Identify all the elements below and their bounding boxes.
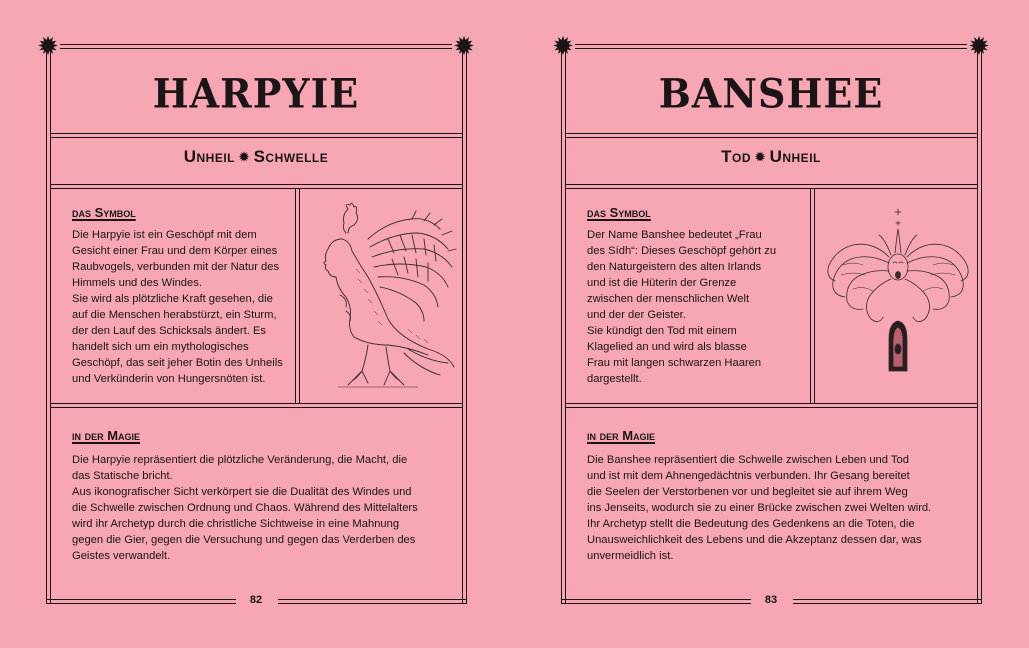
keyword: Unheil bbox=[183, 147, 236, 166]
page-number bbox=[561, 594, 981, 606]
top-rule-2 bbox=[60, 48, 452, 49]
sunburst-icon: ✹ bbox=[552, 32, 574, 62]
title-rule-2 bbox=[50, 137, 462, 138]
symbol-line: auf die Menschen herabstürzt, ein Sturm, bbox=[72, 309, 277, 321]
banshee-illustration bbox=[823, 205, 973, 373]
sunburst-bullet-icon: ✹ bbox=[239, 150, 250, 164]
magic-text bbox=[587, 452, 957, 564]
section-rule-2 bbox=[565, 407, 977, 408]
frame-right-outer bbox=[466, 41, 467, 603]
symbol-line: Sie kündigt den Tod mit einem bbox=[587, 325, 737, 337]
subtitle-rule-1 bbox=[565, 184, 977, 185]
frame-right-inner bbox=[462, 41, 463, 603]
frame-left-outer bbox=[561, 41, 562, 603]
column-rule-1 bbox=[295, 188, 296, 403]
subtitle-rule-1 bbox=[50, 184, 462, 185]
symbol-text bbox=[72, 227, 294, 387]
symbol-line: handelt sich um ein mythologisches bbox=[72, 341, 249, 353]
section-rule-1 bbox=[565, 403, 977, 404]
title-rule-2 bbox=[565, 137, 977, 138]
keyword: Unheil bbox=[769, 147, 821, 166]
frame-right-inner bbox=[977, 41, 978, 603]
title-rule-1 bbox=[50, 133, 462, 134]
section-rule-1 bbox=[50, 403, 462, 404]
magic-line: Ihr Archetyp stellt die Bedeutung des Gedenkens an die Toten, die bbox=[587, 518, 915, 530]
symbol-line: Raubvogels, verbunden mit der Natur des bbox=[72, 261, 280, 273]
title-rule-1 bbox=[565, 133, 977, 134]
magic-line: und ist mit dem Ahnengedächtnis verbunden. Ihr Gesang bereitet bbox=[587, 470, 910, 482]
page-number bbox=[46, 594, 466, 606]
page-number-label: 83 bbox=[757, 594, 785, 606]
symbol-line: Klagelied an und wird als blasse bbox=[587, 341, 747, 353]
magic-line: Aus ikonografischer Sicht verkörpert sie die Dualität des Windes und bbox=[72, 486, 412, 498]
symbol-line: und der der Geister. bbox=[587, 309, 686, 321]
symbol-line: Gesicht einer Frau und dem Körper eines bbox=[72, 245, 278, 257]
page-number-label: 82 bbox=[242, 594, 270, 606]
magic-line: Unausweichlichkeit des Lebens und die Akzeptanz dessen dar, was bbox=[587, 534, 922, 546]
sunburst-bullet-icon: ✹ bbox=[755, 150, 766, 164]
magic-line: ins Jenseits, wodurch sie zu einer Brücke zwischen zwei Welten wird. bbox=[587, 502, 932, 514]
symbol-text bbox=[587, 227, 809, 387]
magic-line: die Seelen der Verstorbenen vor und begleitet sie auf ihrem Weg bbox=[587, 486, 908, 498]
keyword: Schwelle bbox=[253, 147, 329, 166]
keywords bbox=[46, 147, 466, 167]
page-title: BANSHEE bbox=[658, 69, 884, 118]
symbol-line: Die Harpyie ist ein Geschöpf mit dem bbox=[72, 229, 257, 241]
symbol-line: und Verkünderin von Hungersnöten ist. bbox=[72, 373, 266, 385]
column-rule-1 bbox=[810, 188, 811, 403]
harpy-illustration bbox=[308, 199, 458, 391]
keyword: Tod bbox=[721, 147, 752, 166]
magic-line: Geistes verwandelt. bbox=[72, 550, 171, 562]
frame-right-outer bbox=[981, 41, 982, 603]
symbol-line: zwischen der menschlichen Welt bbox=[587, 293, 750, 305]
subtitle-rule-2 bbox=[565, 188, 977, 189]
column-rule-2 bbox=[299, 188, 300, 403]
left-page bbox=[37, 32, 475, 606]
symbol-line: den Naturgeistern des alten Irlands bbox=[587, 261, 762, 273]
frame-left-outer bbox=[46, 41, 47, 603]
section-rule-2 bbox=[50, 407, 462, 408]
magic-line: Die Harpyie repräsentiert die plötzliche Veränderung, die Macht, die bbox=[72, 454, 408, 466]
sunburst-icon: ✹ bbox=[37, 32, 59, 62]
frame-left-inner bbox=[50, 41, 51, 603]
right-page bbox=[552, 32, 990, 606]
symbol-line: der den Lauf des Schicksals ändert. Es bbox=[72, 325, 267, 337]
frame-left-inner bbox=[565, 41, 566, 603]
sunburst-icon: ✹ bbox=[968, 32, 990, 62]
magic-line: wird ihr Archetyp durch die christliche Sichtweise in eine Mahnung bbox=[72, 518, 400, 530]
symbol-line: und ist die Hüterin der Grenze bbox=[587, 277, 737, 289]
symbol-line: Geschöpf, das seit jeher Botin des Unheils bbox=[72, 357, 283, 369]
symbol-line: dargestellt. bbox=[587, 373, 642, 385]
symbol-line: des Sídh“: Dieses Geschöpf gehört zu bbox=[587, 245, 777, 257]
magic-line: gegen die Gier, gegen die Versuchung und gegen das Verderben des bbox=[72, 534, 416, 546]
magic-line: die Schwelle zwischen Ordnung und Chaos. Während des Mittelalters bbox=[72, 502, 418, 514]
symbol-line: Himmels und des Windes. bbox=[72, 277, 202, 289]
magic-line: das Statische bricht. bbox=[72, 470, 173, 482]
top-rule-2 bbox=[575, 48, 967, 49]
top-rule-1 bbox=[575, 44, 967, 45]
magic-text bbox=[72, 452, 442, 564]
magic-line: unvermeidlich ist. bbox=[587, 550, 674, 562]
subtitle-rule-2 bbox=[50, 188, 462, 189]
magic-heading: in der Magie bbox=[587, 428, 656, 443]
symbol-heading: das Symbol bbox=[72, 205, 136, 220]
sunburst-icon: ✹ bbox=[453, 32, 475, 62]
magic-line: Die Banshee repräsentiert die Schwelle zwischen Leben und Tod bbox=[587, 454, 909, 466]
top-rule-1 bbox=[60, 44, 452, 45]
keywords bbox=[561, 147, 981, 167]
magic-heading: in der Magie bbox=[72, 428, 141, 443]
symbol-heading: das Symbol bbox=[587, 205, 651, 220]
symbol-line: Frau mit langen schwarzen Haaren bbox=[587, 357, 762, 369]
symbol-line: Der Name Banshee bedeutet „Frau bbox=[587, 229, 762, 241]
page-title: HARPYIE bbox=[152, 69, 360, 118]
symbol-line: Sie wird als plötzliche Kraft gesehen, die bbox=[72, 293, 273, 305]
column-rule-2 bbox=[814, 188, 815, 403]
